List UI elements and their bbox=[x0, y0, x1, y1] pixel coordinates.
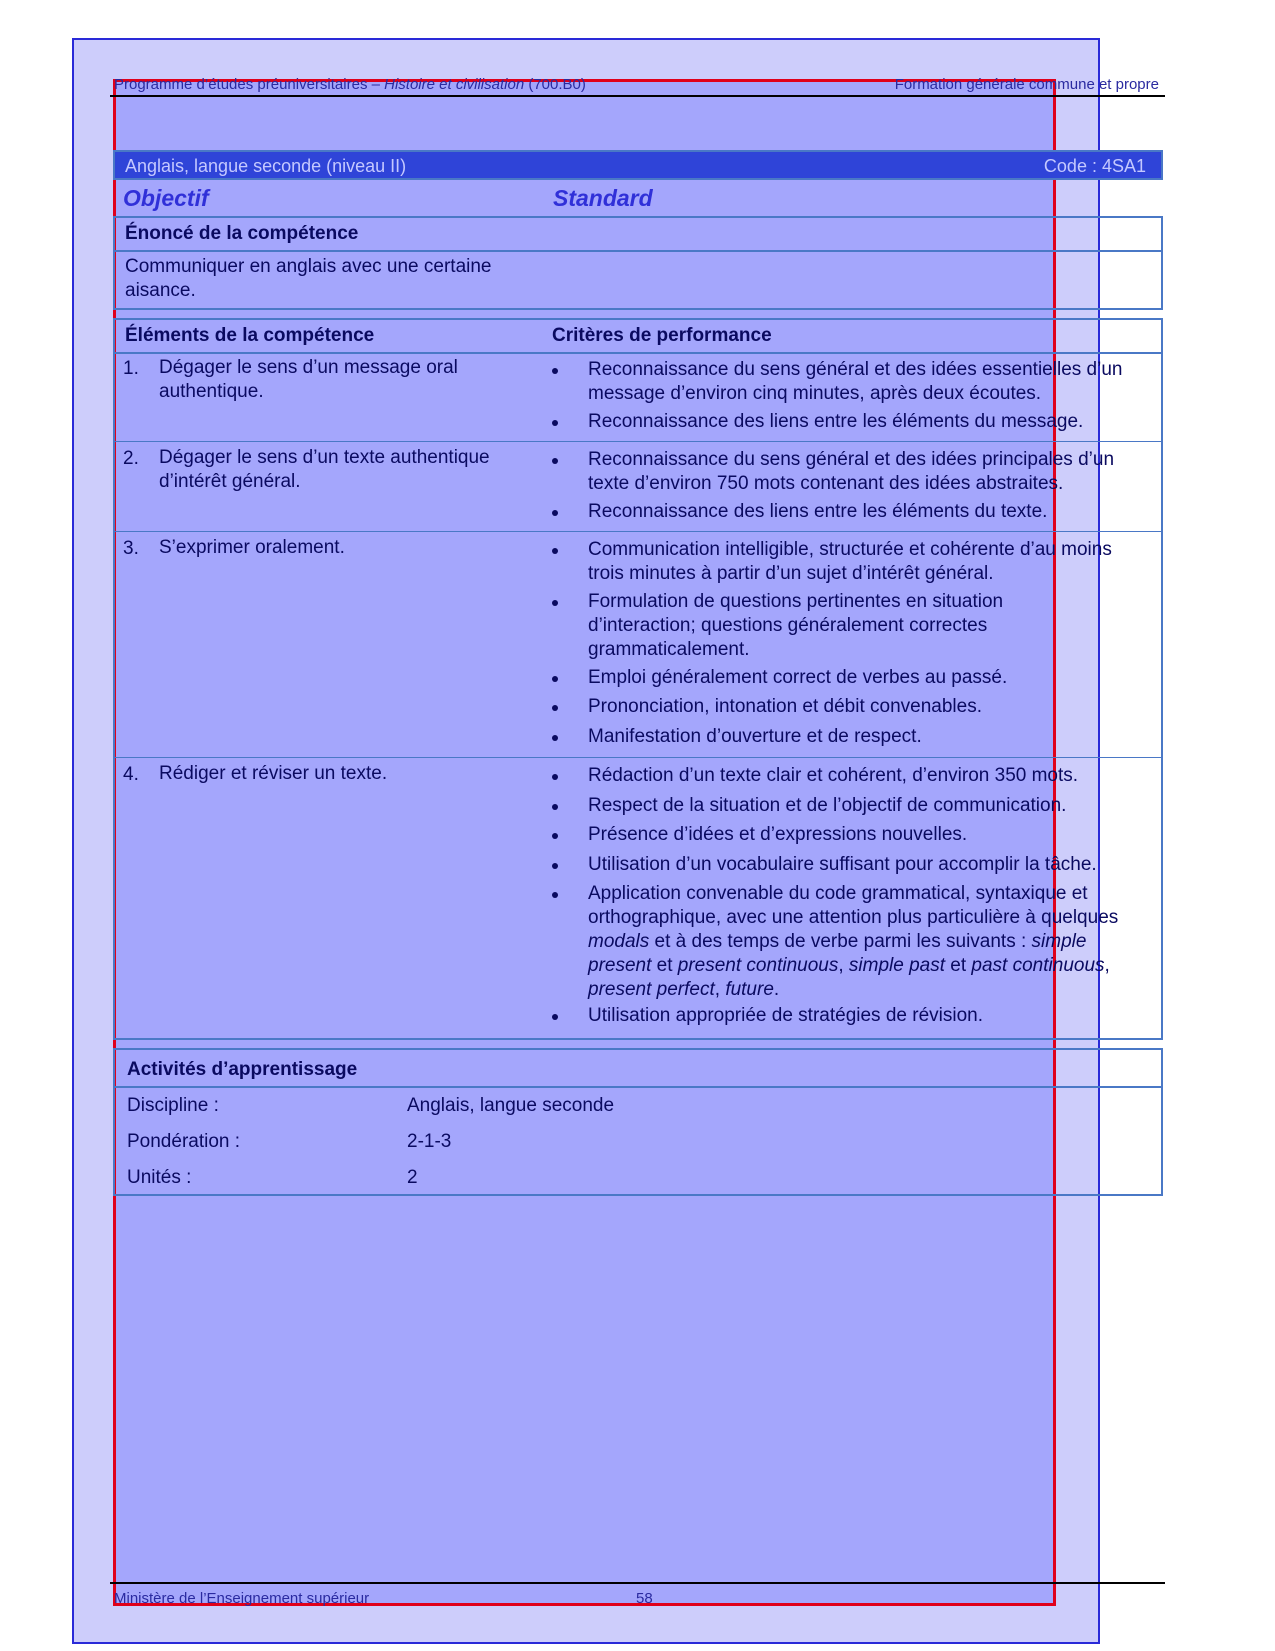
element-number: 2. bbox=[123, 448, 139, 469]
running-header-left: Programme d’études préuniversitaires – Histoire et civilisation (700.B0) bbox=[114, 76, 586, 93]
course-title-bar bbox=[113, 150, 1163, 180]
elements-criteria-table bbox=[113, 318, 1163, 1040]
bullet-icon bbox=[552, 1014, 558, 1020]
running-header-right: Formation générale commune et propre bbox=[894, 76, 1159, 93]
bullet-icon bbox=[552, 892, 558, 898]
bullet-icon bbox=[552, 833, 558, 839]
units-value: 2 bbox=[407, 1167, 418, 1188]
bullet-icon bbox=[552, 458, 558, 464]
bullet-icon bbox=[552, 804, 558, 810]
criterion-item: Reconnaissance du sens général et des idées essentielles d’un message d’environ cinq minutes, après deux écoutes. bbox=[588, 359, 1123, 404]
course-code: Code : 4SA1 bbox=[1043, 156, 1146, 176]
criterion-item: Rédaction d’un texte clair et cohérent, d’environ 350 mots. bbox=[588, 765, 1079, 786]
bullet-icon bbox=[552, 600, 558, 606]
bullet-icon bbox=[552, 774, 558, 780]
objective-heading: Objectif bbox=[123, 185, 209, 211]
bullet-icon bbox=[552, 676, 558, 682]
criteria-heading: Critères de performance bbox=[552, 325, 772, 346]
criterion-item: Communication intelligible, structurée et cohérente d’au moins trois minutes à partir d’un sujet d’intérêt général. bbox=[588, 539, 1112, 584]
weighting-label: Pondération : bbox=[127, 1131, 241, 1152]
elements-heading: Éléments de la compétence bbox=[125, 325, 375, 346]
criterion-item: Prononciation, intonation et débit convenables. bbox=[588, 696, 982, 717]
criterion-item: Manifestation d’ouverture et de respect. bbox=[588, 726, 922, 747]
discipline-value: Anglais, langue seconde bbox=[407, 1095, 615, 1116]
bullet-icon bbox=[552, 735, 558, 741]
weighting-value: 2-1-3 bbox=[407, 1131, 452, 1152]
bullet-icon bbox=[552, 510, 558, 516]
criterion-item: Utilisation d’un vocabulaire suffisant pour accomplir la tâche. bbox=[588, 854, 1097, 875]
bullet-icon bbox=[552, 863, 558, 869]
criterion-item: Reconnaissance des liens entre les éléments du message. bbox=[588, 411, 1084, 432]
activities-heading: Activités d’apprentissage bbox=[127, 1059, 358, 1080]
criterion-item: Formulation de questions pertinentes en situation d’interaction; questions généralement correctes grammaticalement. bbox=[588, 591, 1004, 660]
activities-box bbox=[113, 1048, 1163, 1196]
element-text: Dégager le sens d’un texte authentique d’intérêt général. bbox=[159, 447, 490, 492]
element-text: Dégager le sens d’un message oral authentique. bbox=[159, 357, 458, 402]
bullet-icon bbox=[552, 368, 558, 374]
discipline-label: Discipline : bbox=[127, 1095, 219, 1116]
criterion-item: Reconnaissance du sens général et des idées principales d’un texte d’environ 750 mots contenant des idées abstraites. bbox=[588, 449, 1115, 494]
criterion-item: Présence d’idées et d’expressions nouvelles. bbox=[588, 824, 968, 845]
criterion-item-grammar: Application convenable du code grammatical, syntaxique et orthographique, avec une attention plus particulière à quelques modals et à des temps de verbe parmi les suivants : simple present et present continuous, simple past et past continuous, present perfect, future. bbox=[588, 883, 1119, 1000]
page-number: 58 bbox=[636, 1590, 653, 1607]
element-number: 4. bbox=[123, 764, 139, 785]
criterion-item: Emploi généralement correct de verbes au passé. bbox=[588, 667, 1008, 688]
element-number: 1. bbox=[123, 358, 139, 379]
units-label: Unités : bbox=[127, 1167, 192, 1188]
element-text: S’exprimer oralement. bbox=[159, 537, 345, 558]
competence-statement-box bbox=[113, 216, 1163, 310]
header-rule bbox=[110, 95, 1165, 97]
element-text: Rédiger et réviser un texte. bbox=[159, 763, 388, 784]
bullet-icon bbox=[552, 420, 558, 426]
element-number: 3. bbox=[123, 538, 139, 559]
bullet-icon bbox=[552, 548, 558, 554]
criterion-item: Utilisation appropriée de stratégies de révision. bbox=[588, 1005, 983, 1026]
competence-statement-heading: Énoncé de la compétence bbox=[125, 223, 359, 244]
criterion-item: Respect de la situation et de l’objectif de communication. bbox=[588, 795, 1067, 816]
footer-rule bbox=[110, 1582, 1165, 1584]
bullet-icon bbox=[552, 705, 558, 711]
course-title: Anglais, langue seconde (niveau II) bbox=[125, 156, 407, 176]
criterion-item: Reconnaissance des liens entre les éléments du texte. bbox=[588, 501, 1048, 522]
competence-statement-text: Communiquer en anglais avec une certaine aisance. bbox=[125, 256, 492, 301]
standard-heading: Standard bbox=[553, 185, 653, 211]
footer-ministry: Ministère de l’Enseignement supérieur bbox=[114, 1590, 370, 1607]
